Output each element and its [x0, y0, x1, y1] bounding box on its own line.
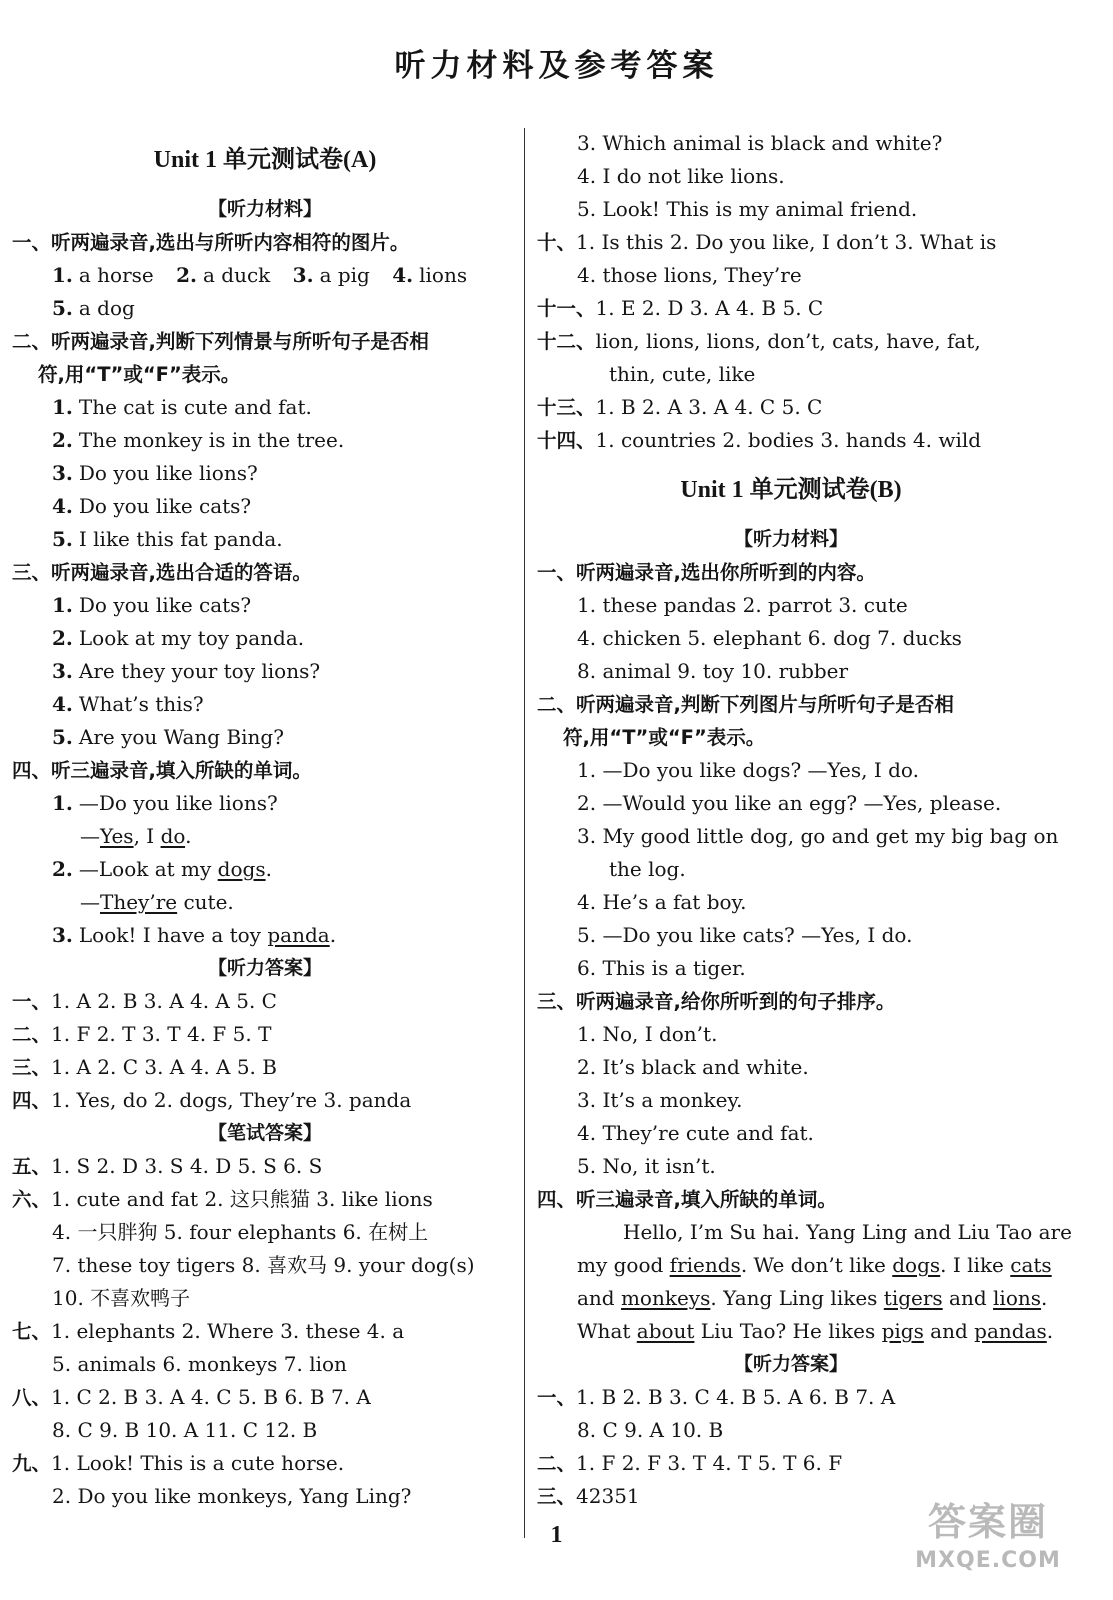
dialogue-line: 3. Look! I have a toy panda.	[52, 923, 337, 947]
section-1-row: 8. animal 9. toy 10. rubber	[577, 659, 849, 683]
section-3-item: 2. It’s black and white.	[577, 1055, 809, 1079]
answer-row: 三、42351	[537, 1484, 640, 1508]
watermark-logo	[888, 1498, 1088, 1598]
answer-row: 3. Which animal is black and white?	[577, 131, 943, 155]
dialogue-line: 1. —Do you like lions?	[52, 791, 278, 815]
section-3-item: 3. Are they your toy lions?	[52, 659, 321, 683]
passage-line: my good friends. We don’t like dogs. I like cats	[577, 1253, 1052, 1277]
section-2-item: 3. Do you like lions?	[52, 461, 258, 485]
section-2-item: 4. Do you like cats?	[52, 494, 252, 518]
answer-row: 10. 不喜欢鸭子	[52, 1286, 191, 1310]
answer-row: 六、1. cute and fat 2. 这只熊猫 3. like lions	[12, 1187, 433, 1211]
answer-row: 7. these toy tigers 8. 喜欢马 9. your dog(s)	[52, 1253, 475, 1277]
column-divider	[524, 128, 525, 1538]
dialogue-line: —Yes, I do.	[80, 824, 192, 848]
section-3-item: 5. No, it isn’t.	[577, 1154, 716, 1178]
answer-row: 二、1. F 2. F 3. T 4. T 5. T 6. F	[537, 1451, 843, 1475]
answer-row: 十一、1. E 2. D 3. A 4. B 5. C	[537, 296, 824, 320]
unit-a-title: Unit 1 单元测试卷(A)	[153, 147, 377, 173]
section-3-item: 1. No, I don’t.	[577, 1022, 718, 1046]
passage-line: and monkeys. Yang Ling likes tigers and lions.	[577, 1286, 1048, 1310]
section-1-title: 一、听两遍录音,选出你所听到的内容。	[537, 561, 876, 584]
answer-row: 4. 一只胖狗 5. four elephants 6. 在树上	[52, 1220, 429, 1244]
listening-material-heading: 【听力材料】	[733, 528, 848, 550]
answer-row: 8. C 9. B 10. A 11. C 12. B	[52, 1418, 318, 1442]
section-3-title: 三、听两遍录音,给你所听到的句子排序。	[537, 990, 896, 1013]
answer-row: thin, cute, like	[609, 362, 756, 386]
section-3-item: 2. Look at my toy panda.	[52, 626, 305, 650]
answer-row: 5. Look! This is my animal friend.	[577, 197, 918, 221]
section-3-item: 4. They’re cute and fat.	[577, 1121, 814, 1145]
section-1-row: 4. chicken 5. elephant 6. dog 7. ducks	[577, 626, 962, 650]
section-2-item: 2. The monkey is in the tree.	[52, 428, 345, 452]
left-column	[12, 127, 518, 1513]
section-2-title: 二、听两遍录音,判断下列情景与所听句子是否相	[12, 330, 429, 353]
section-2-title-cont: 符,用“T”或“F”表示。	[38, 363, 241, 386]
answer-row: 四、1. Yes, do 2. dogs, They’re 3. panda	[12, 1088, 412, 1112]
section-2-item: 4. He’s a fat boy.	[577, 890, 747, 914]
section-3-item: 4. What’s this?	[52, 692, 204, 716]
section-2-title: 二、听两遍录音,判断下列图片与所听句子是否相	[537, 693, 954, 716]
unit-b-title: Unit 1 单元测试卷(B)	[680, 477, 902, 503]
section-2-title-cont: 符,用“T”或“F”表示。	[563, 726, 766, 749]
section-3-item: 3. It’s a monkey.	[577, 1088, 743, 1112]
answer-row: 三、1. A 2. C 3. A 4. A 5. B	[12, 1055, 277, 1079]
section-3-item: 5. Are you Wang Bing?	[52, 725, 284, 749]
answer-row: 2. Do you like monkeys, Yang Ling?	[52, 1484, 412, 1508]
dialogue-line: —They’re cute.	[80, 890, 234, 914]
section-3-item: 1. Do you like cats?	[52, 593, 252, 617]
passage-line: Hello, I’m Su hai. Yang Ling and Liu Tao are	[623, 1220, 1072, 1244]
answer-row: 4. those lions, They’re	[577, 263, 802, 287]
passage-line: What about Liu Tao? He likes pigs and pandas.	[577, 1319, 1054, 1343]
section-1-row: 5. a dog	[52, 296, 135, 320]
answer-row: 十二、lion, lions, lions, don’t, cats, have, fat,	[537, 329, 981, 353]
section-4-title: 四、听三遍录音,填入所缺的单词。	[12, 759, 312, 782]
section-2-item: the log.	[609, 857, 686, 881]
right-column	[537, 127, 1072, 1513]
listening-material-heading: 【听力材料】	[207, 198, 322, 220]
answer-row: 五、1. S 2. D 3. S 4. D 5. S 6. S	[12, 1154, 323, 1178]
answer-row: 8. C 9. A 10. B	[577, 1418, 724, 1442]
section-2-item: 3. My good little dog, go and get my big bag on	[577, 824, 1059, 848]
answer-row: 十四、1. countries 2. bodies 3. hands 4. wild	[537, 428, 982, 452]
written-answers-heading: 【笔试答案】	[207, 1122, 322, 1144]
listening-answers-heading: 【听力答案】	[207, 957, 322, 979]
section-1-row: 1. these pandas 2. parrot 3. cute	[577, 593, 908, 617]
answer-row: 十、1. Is this 2. Do you like, I don’t 3. What is	[537, 230, 997, 254]
answer-row: 一、1. A 2. B 3. A 4. A 5. C	[12, 989, 277, 1013]
section-4-title: 四、听三遍录音,填入所缺的单词。	[537, 1188, 837, 1211]
answer-row: 七、1. elephants 2. Where 3. these 4. a	[12, 1319, 405, 1343]
answer-row: 九、1. Look! This is a cute horse.	[12, 1451, 345, 1475]
section-3-title: 三、听两遍录音,选出合适的答语。	[12, 561, 312, 584]
section-2-item: 5. —Do you like cats? —Yes, I do.	[577, 923, 913, 947]
page-number: 1	[550, 1522, 563, 1548]
answer-row: 十三、1. B 2. A 3. A 4. C 5. C	[537, 395, 823, 419]
section-1-title: 一、听两遍录音,选出与所听内容相符的图片。	[12, 231, 410, 254]
section-2-item: 1. —Do you like dogs? —Yes, I do.	[577, 758, 919, 782]
answer-row: 一、1. B 2. B 3. C 4. B 5. A 6. B 7. A	[537, 1385, 896, 1409]
watermark-text: 答案圈	[927, 1500, 1048, 1544]
answer-row: 二、1. F 2. T 3. T 4. F 5. T	[12, 1022, 272, 1046]
section-2-item: 2. —Would you like an egg? —Yes, please.	[577, 791, 1002, 815]
section-1-row: 1. a horse 2. a duck 3. a pig 4. lions	[52, 263, 468, 287]
watermark-url: MXQE.COM	[915, 1548, 1061, 1573]
listening-answers-heading: 【听力答案】	[733, 1353, 848, 1375]
section-2-item: 1. The cat is cute and fat.	[52, 395, 312, 419]
section-2-item: 6. This is a tiger.	[577, 956, 746, 980]
dialogue-line: 2. —Look at my dogs.	[52, 857, 272, 881]
section-2-item: 5. I like this fat panda.	[52, 527, 283, 551]
answer-row: 八、1. C 2. B 3. A 4. C 5. B 6. B 7. A	[12, 1385, 371, 1409]
answer-row: 5. animals 6. monkeys 7. lion	[52, 1352, 347, 1376]
answer-row: 4. I do not like lions.	[577, 164, 785, 188]
page-title: 听力材料及参考答案	[394, 48, 719, 84]
